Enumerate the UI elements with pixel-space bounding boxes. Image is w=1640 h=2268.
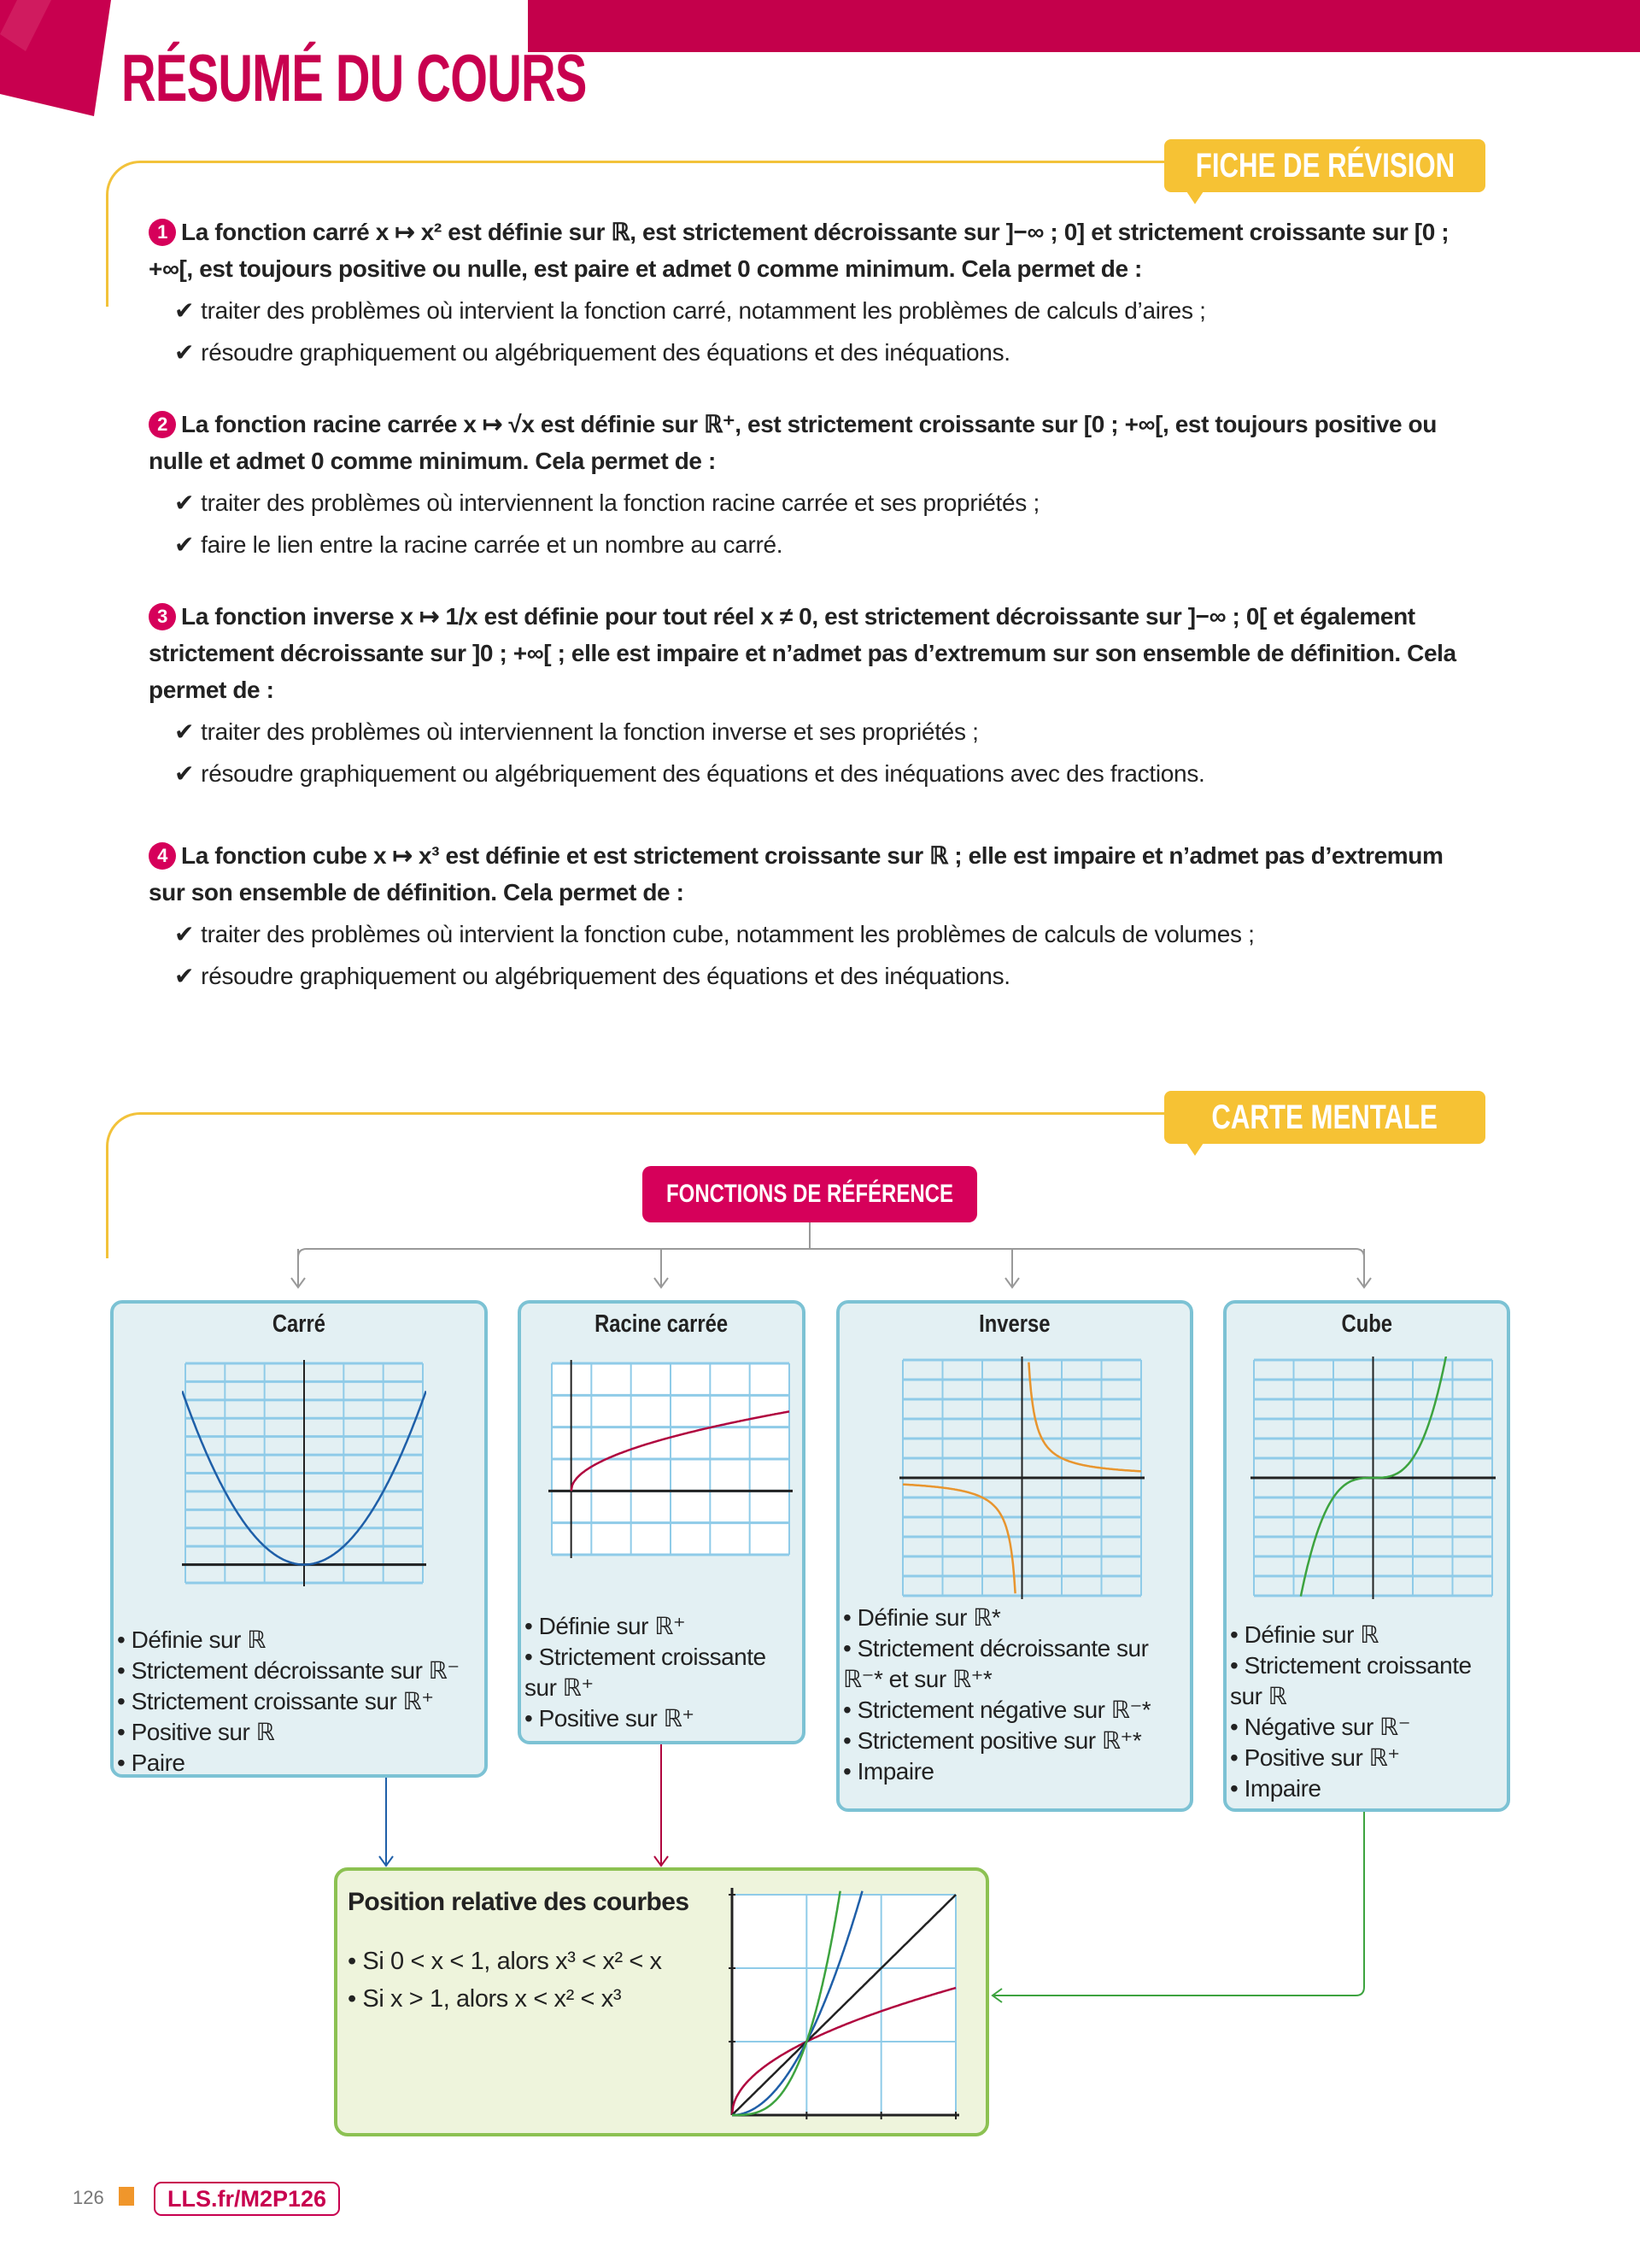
list-item-text: résoudre graphiquement ou algébriquement des équations et des inéquations. bbox=[201, 339, 1010, 366]
list-item-text: traiter des problèmes où interviennent la fonction racine carrée et ses propriétés ; bbox=[201, 489, 1040, 516]
property-item: • Définie sur ℝ* bbox=[843, 1603, 1186, 1633]
mindmap-root bbox=[642, 1166, 977, 1222]
check-icon: ✔ bbox=[174, 718, 195, 745]
box-title-text: Cube bbox=[1341, 1310, 1392, 1338]
list-item-text: faire le lien entre la racine carrée et un nombre au carré. bbox=[201, 531, 783, 558]
check-icon: ✔ bbox=[174, 297, 195, 324]
section-heading bbox=[149, 837, 1481, 911]
check-icon: ✔ bbox=[174, 339, 195, 366]
property-list bbox=[843, 1603, 1186, 1787]
page-title: RÉSUMÉ DU COURS bbox=[121, 40, 587, 115]
footer-link[interactable]: LLS.fr/M2P126 bbox=[154, 2182, 340, 2216]
property-list bbox=[117, 1625, 481, 1779]
property-item: • Positive sur ℝ bbox=[117, 1717, 481, 1748]
arrow-down-icon bbox=[291, 1278, 305, 1287]
check-icon: ✔ bbox=[174, 963, 195, 989]
list-item bbox=[149, 916, 1481, 952]
list-item bbox=[149, 958, 1481, 994]
property-item: • Impaire bbox=[1230, 1773, 1503, 1804]
graph-racine-carree bbox=[548, 1360, 793, 1558]
box-title bbox=[521, 1310, 802, 1339]
position-rule-2: • Si x > 1, alors x < x² < x³ bbox=[348, 1985, 622, 2013]
list-item bbox=[149, 755, 1481, 792]
list-item bbox=[149, 484, 1481, 521]
property-list bbox=[1230, 1620, 1503, 1804]
mindmap-frame bbox=[106, 1112, 1168, 1258]
arrow-down-icon bbox=[1357, 1278, 1371, 1287]
section-number-badge: 2 bbox=[149, 411, 176, 438]
property-item: • Strictement croissante sur ℝ bbox=[1230, 1650, 1503, 1712]
box-title-text: Racine carrée bbox=[594, 1310, 729, 1338]
connector bbox=[993, 1812, 1364, 1995]
property-item: • Positive sur ℝ⁺ bbox=[524, 1703, 799, 1734]
mindmap-badge bbox=[1164, 1091, 1485, 1144]
section-text: La fonction carré x ↦ x² est définie sur ℝ, est strictement décroissante sur ]−∞ ; 0] et strictement croissante sur [0 ; +∞[, est toujours positive ou nulle, est paire et admet 0 comme minimum. Cela permet de : bbox=[149, 219, 1450, 282]
list-item bbox=[149, 713, 1481, 750]
graph-cube bbox=[1250, 1357, 1496, 1599]
property-item: • Strictement décroissante sur ℝ⁻ bbox=[117, 1656, 481, 1686]
arrow-down-icon bbox=[379, 1856, 393, 1866]
check-icon: ✔ bbox=[174, 921, 195, 947]
list-item-text: traiter des problèmes où interviennent la fonction inverse et ses propriétés ; bbox=[201, 718, 979, 745]
box-racine-carree bbox=[518, 1300, 805, 1744]
corner-decoration bbox=[0, 0, 111, 116]
property-item: • Définie sur ℝ⁺ bbox=[524, 1611, 799, 1642]
list-item-text: résoudre graphiquement ou algébriquement des équations et des inéquations avec des fractions. bbox=[201, 760, 1205, 787]
check-icon: ✔ bbox=[174, 489, 195, 516]
check-icon: ✔ bbox=[174, 760, 195, 787]
revision-section-1 bbox=[149, 214, 1481, 371]
mindmap-badge-label: CARTE MENTALE bbox=[1211, 1098, 1438, 1136]
revision-section-3 bbox=[149, 598, 1481, 792]
property-item: • Paire bbox=[117, 1748, 481, 1779]
section-heading bbox=[149, 598, 1481, 708]
header-band bbox=[528, 0, 1640, 52]
arrow-left-icon bbox=[993, 1989, 1002, 2002]
footer-marker bbox=[119, 2187, 134, 2206]
section-text: La fonction racine carrée x ↦ √x est définie sur ℝ⁺, est strictement croissante sur [0 ; +∞[, est toujours positive ou nulle et admet 0 comme minimum. Cela permet de : bbox=[149, 411, 1437, 474]
box-title-text: Carré bbox=[272, 1310, 326, 1338]
property-item: • Positive sur ℝ⁺ bbox=[1230, 1743, 1503, 1773]
property-item: • Strictement croissante sur ℝ⁺ bbox=[524, 1642, 799, 1703]
box-title-text: Inverse bbox=[979, 1310, 1051, 1338]
list-item bbox=[149, 526, 1481, 563]
list-item-text: résoudre graphiquement ou algébriquement des équations et des inéquations. bbox=[201, 963, 1010, 989]
section-number-badge: 4 bbox=[149, 842, 176, 870]
revision-badge-label: FICHE DE RÉVISION bbox=[1195, 146, 1455, 185]
box-title bbox=[1227, 1310, 1507, 1339]
arrow-down-icon bbox=[1005, 1278, 1019, 1287]
mindmap-root-label: FONCTIONS DE RÉFÉRENCE bbox=[665, 1180, 954, 1208]
property-item: • Définie sur ℝ bbox=[117, 1625, 481, 1656]
box-carre bbox=[110, 1300, 488, 1778]
property-list bbox=[524, 1611, 799, 1734]
list-item bbox=[149, 334, 1481, 371]
page-number: 126 bbox=[73, 2187, 104, 2208]
list-item-text: traiter des problèmes où intervient la fonction carré, notamment les problèmes de calculs d’aires ; bbox=[201, 297, 1206, 324]
revision-badge bbox=[1164, 139, 1485, 192]
box-title bbox=[840, 1310, 1190, 1339]
section-number-badge: 1 bbox=[149, 219, 176, 246]
property-item: • Strictement positive sur ℝ⁺* bbox=[843, 1726, 1186, 1756]
check-icon: ✔ bbox=[174, 531, 195, 558]
position-graph bbox=[720, 1888, 968, 2129]
property-item: • Impaire bbox=[843, 1756, 1186, 1787]
arrow-down-icon bbox=[654, 1278, 668, 1287]
section-number-badge: 3 bbox=[149, 603, 176, 630]
arrow-down-icon bbox=[654, 1856, 668, 1866]
revision-section-4 bbox=[149, 837, 1481, 994]
property-item: • Définie sur ℝ bbox=[1230, 1620, 1503, 1650]
property-item: • Strictement négative sur ℝ⁻* bbox=[843, 1695, 1186, 1726]
box-inverse bbox=[836, 1300, 1193, 1812]
property-item: • Strictement décroissante sur ℝ⁻* et sur ℝ⁺* bbox=[843, 1633, 1186, 1695]
position-rule-1: • Si 0 < x < 1, alors x³ < x² < x bbox=[348, 1948, 662, 1975]
property-item: • Négative sur ℝ⁻ bbox=[1230, 1712, 1503, 1743]
graph-inverse bbox=[899, 1357, 1145, 1599]
section-text: La fonction cube x ↦ x³ est définie et est strictement croissante sur ℝ ; elle est impaire et n’admet pas d’extremum sur son ensemble de définition. Cela permet de : bbox=[149, 842, 1444, 905]
section-heading bbox=[149, 214, 1481, 287]
list-item-text: traiter des problèmes où intervient la fonction cube, notamment les problèmes de calculs de volumes ; bbox=[201, 921, 1255, 947]
box-cube bbox=[1223, 1300, 1510, 1812]
box-title bbox=[114, 1310, 484, 1339]
revision-section-2 bbox=[149, 406, 1481, 563]
position-box bbox=[334, 1867, 989, 2136]
section-text: La fonction inverse x ↦ 1/x est définie pour tout réel x ≠ 0, est strictement décroissante sur ]−∞ ; 0[ et également strictement décroissante sur ]0 ; +∞[ ; elle est impaire et n’admet pas d’extremum sur son ensemble de définition. Cela permet de : bbox=[149, 603, 1456, 703]
graph-carre bbox=[182, 1360, 426, 1586]
list-item bbox=[149, 292, 1481, 329]
position-title: Position relative des courbes bbox=[348, 1888, 689, 1916]
section-heading bbox=[149, 406, 1481, 479]
property-item: • Strictement croissante sur ℝ⁺ bbox=[117, 1686, 481, 1717]
